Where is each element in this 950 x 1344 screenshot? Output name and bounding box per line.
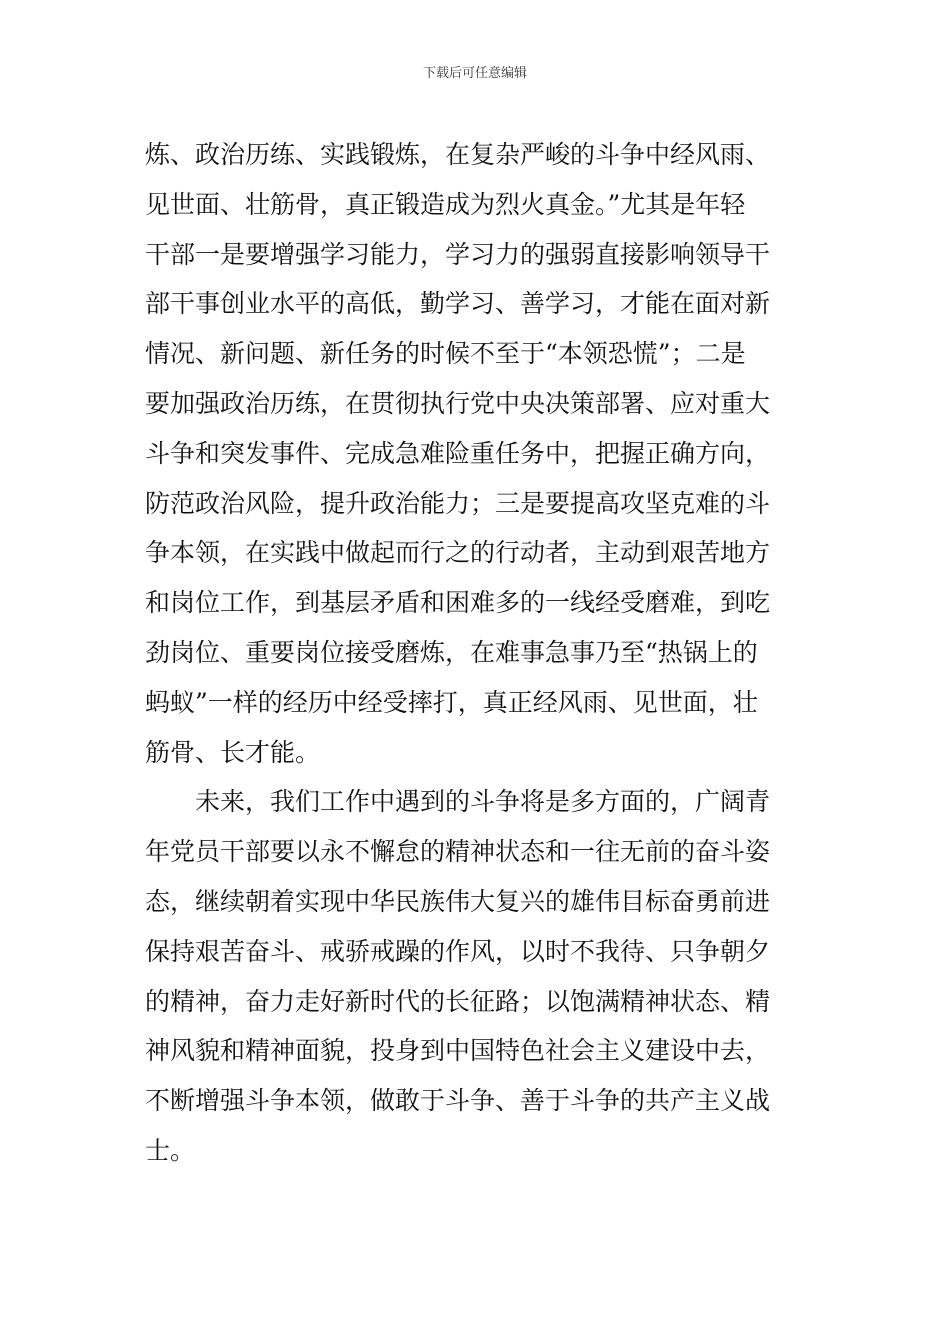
text-line: 炼、政治历练、实践锻炼，在复杂严峻的斗争中经风雨、 [145,140,771,169]
text-line: 见世面、壮筋骨，真正锻造成为烈火真金。”尤其是年轻 [145,189,746,219]
text-line: 态，继续朝着实现中华民族伟大复兴的雄伟目标奋勇前进 [145,886,771,916]
page-header: 下载后可任意编辑 [422,66,527,81]
text-line: 保持艰苦奋斗、戒骄戒躁的作风，以时不我待、只争朝夕 [145,936,771,966]
text-line: 情况、新问题、新任务的时候不至于“本领恐慌”；二是 [145,339,746,369]
text-line: 防范政治风险，提升政治能力；三是要提高攻坚克难的斗 [145,488,771,518]
body-text [145,130,810,1176]
text-line: 筋骨、长才能。 [145,737,321,767]
text-line: 要加强政治历练，在贯彻执行党中央决策部署、应对重大 [145,388,771,418]
text-line: 年党员干部要以永不懈怠的精神状态和一往无前的奋斗姿 [145,837,771,867]
text-line: 神风貌和精神面貌，投身到中国特色社会主义建设中去， [145,1036,771,1066]
text-line: 部干事创业水平的高低，勤学习、善学习，才能在面对新 [145,289,771,319]
text-line: 蚂蚁”一样的经历中经受摔打，真正经风雨、见世面，壮 [145,687,758,717]
paragraph-start-line: 未来，我们工作中遇到的斗争将是多方面的，广阔青 [195,787,771,817]
text-line: 劲岗位、重要岗位接受磨炼，在难事急事乃至“热锅上的 [145,637,758,667]
text-line: 斗争和突发事件、完成急难险重任务中，把握正确方向， [145,438,771,468]
text-line: 不断增强斗争本领，做敢于斗争、善于斗争的共产主义战 [145,1086,771,1116]
text-line: 的精神，奋力走好新时代的长征路；以饱满精神状态、精 [145,986,771,1016]
text-line: 士。 [145,1135,196,1165]
text-line: 争本领，在实践中做起而行之的行动者，主动到艰苦地方 [145,538,771,568]
text-line: 和岗位工作，到基层矛盾和困难多的一线经受磨难，到吃 [145,588,771,618]
text-line: 干部一是要增强学习能力，学习力的强弱直接影响领导干 [145,239,771,269]
